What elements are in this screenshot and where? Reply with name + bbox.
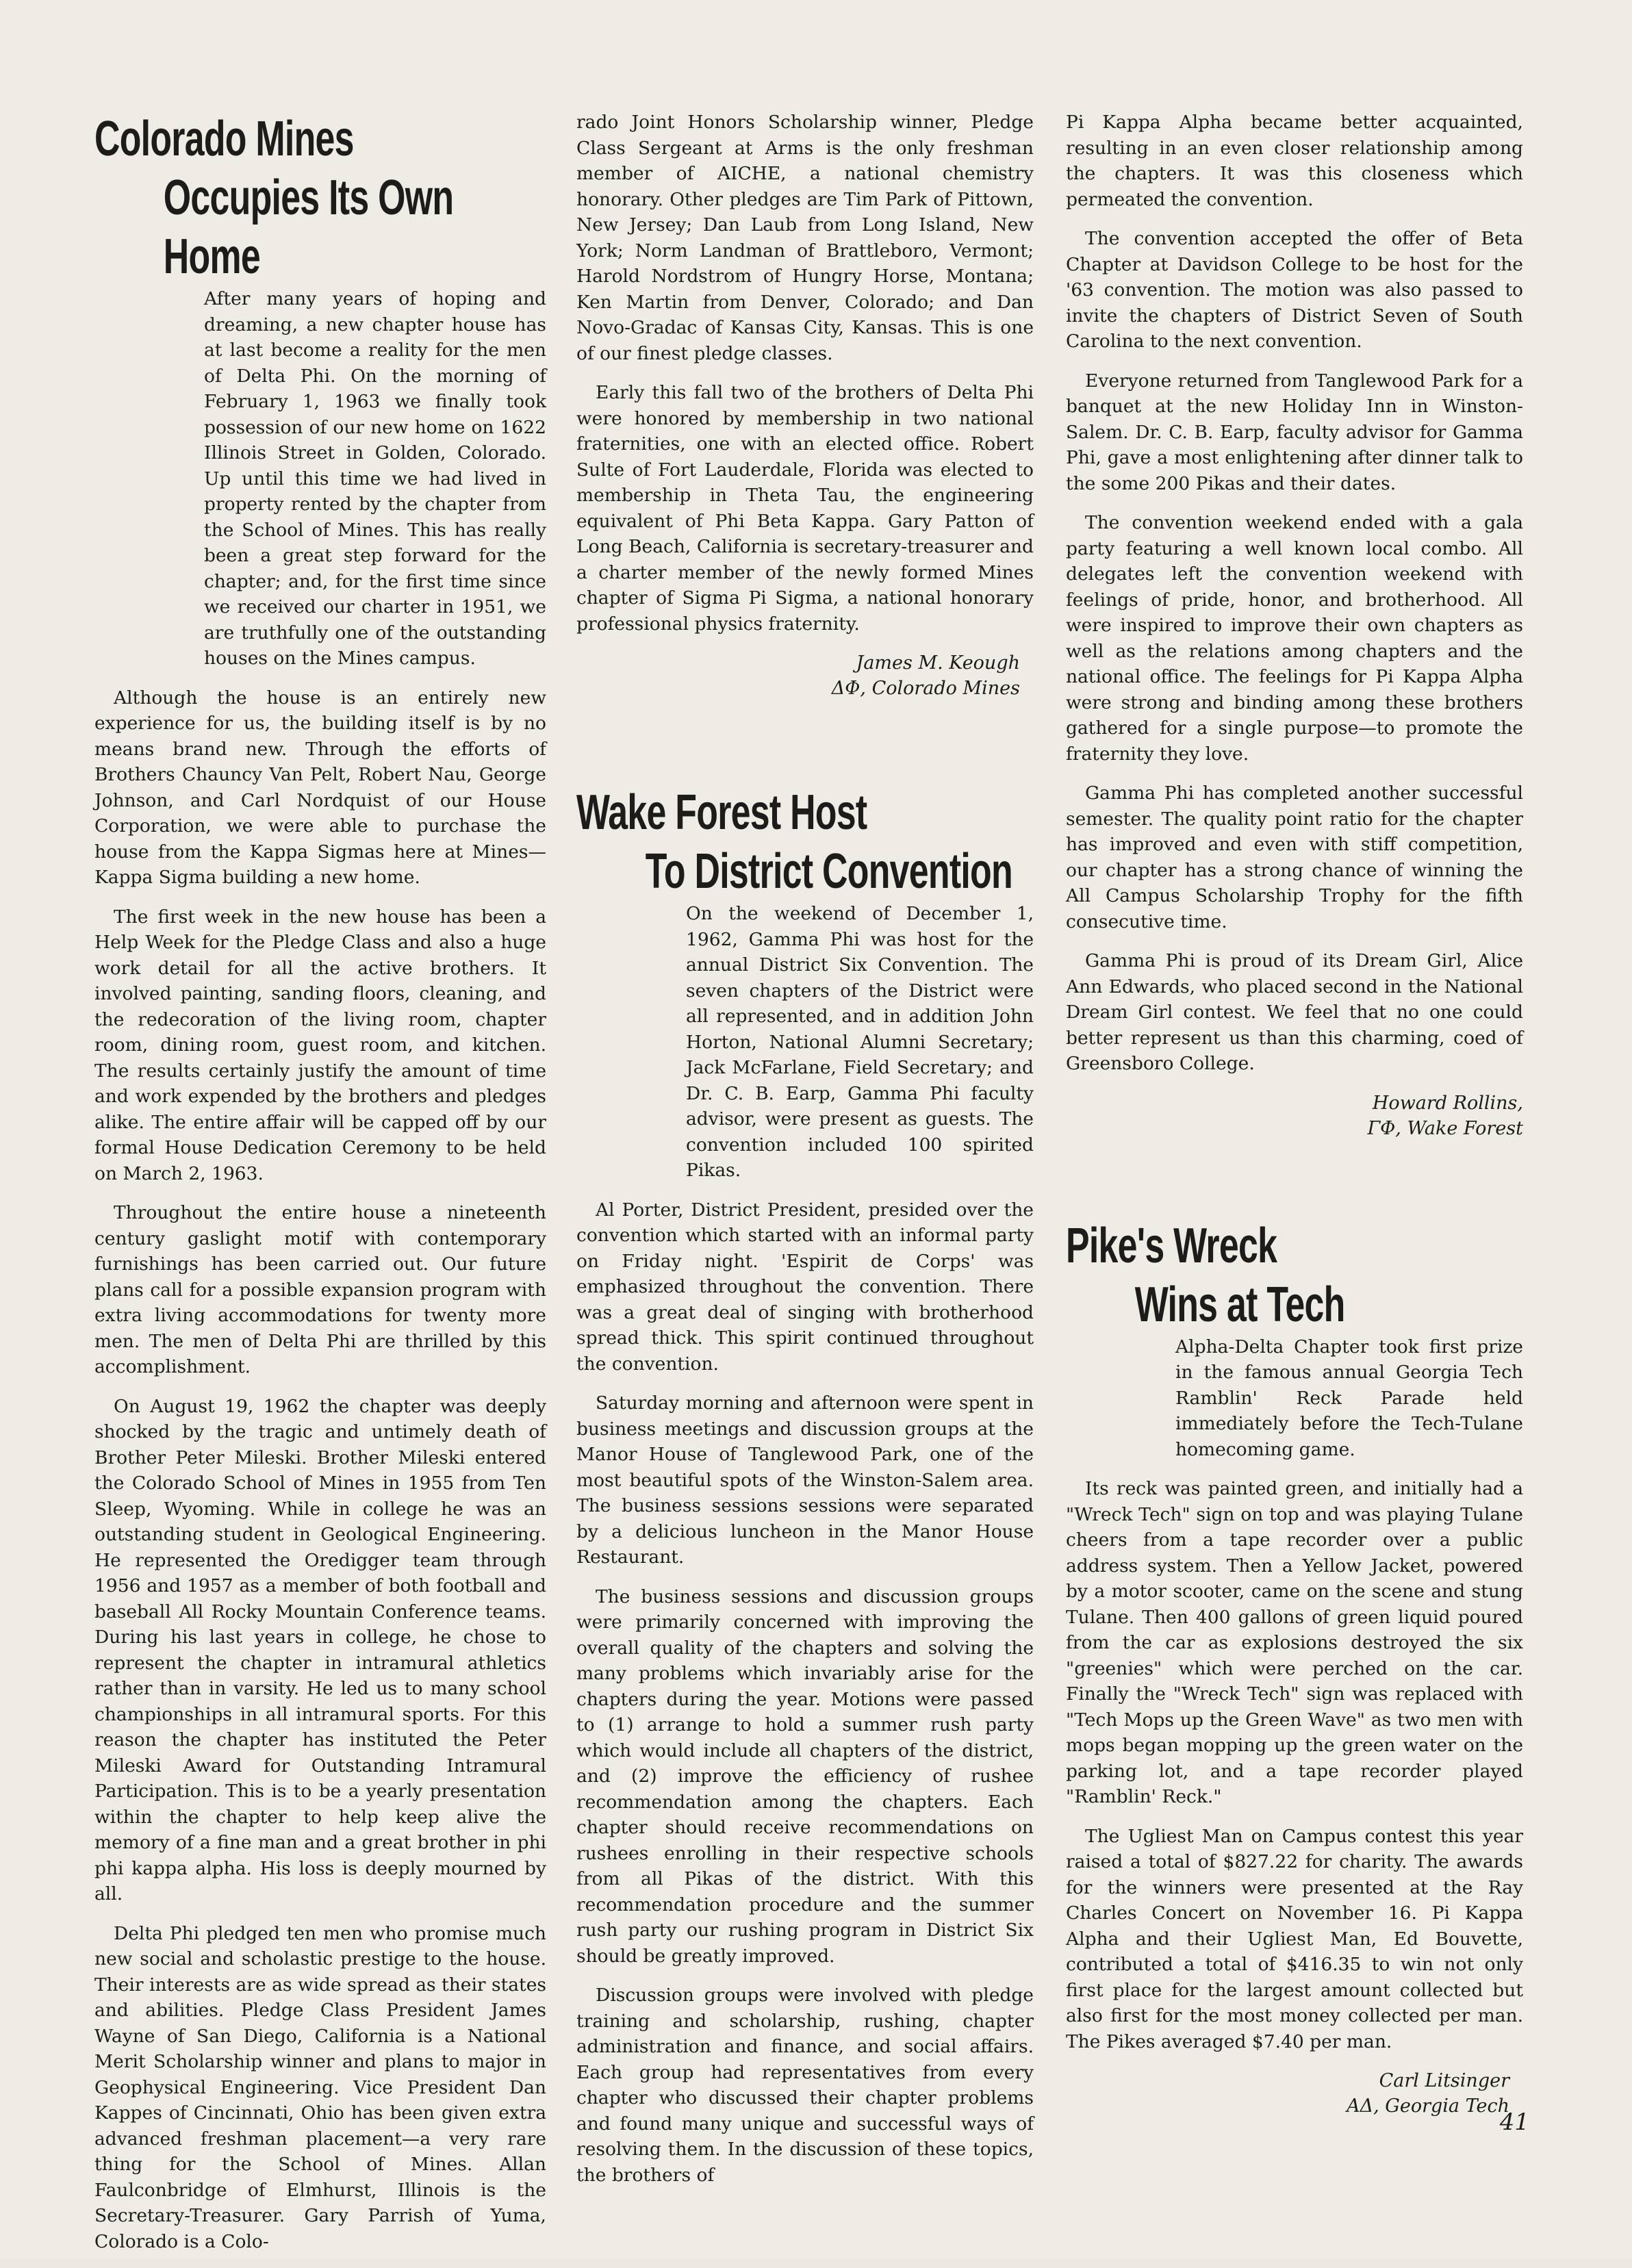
paragraph: Early this fall two of the brothers of Delta Phi were honored by membership in two national fraternities, one with an elected office. Robert Sulte of Fort Lauderdale, Florida was elected to membership in Theta Tau, the engineering equivalent of Phi Beta Kappa. Gary Patton of Long Beach, California is secretary-treasurer and a charter member of the newly formed Mines chapter of Sigma Pi Sigma, a national honorary professional physics fraternity.: [576, 382, 1034, 635]
paragraph: The Ugliest Man on Campus contest this year raised a total of $827.22 for charity. The awards for the winners were presented at the Ray Charles Concert on November 16. Pi Kappa Alpha and their Ugliest Man, Ed Bouvette, contributed a total of $416.35 to win not only first place for the largest amount collected but also first for the most money collected per man. The Pikes averaged $7.40 per man.: [1066, 1825, 1523, 2052]
signature-chapter: ΔΦ, Colorado Mines: [831, 678, 1020, 699]
paragraph: Gamma Phi is proud of its Dream Girl, Alice Ann Edwards, who placed second in the National Dream Girl contest. We feel that no one could better represent us than this charming, coed of Greensboro College.: [1066, 950, 1523, 1074]
paragraph: On the weekend of December 1, 1962, Gamma Phi was host for the annual District Six Convention. The seven chapters of the District were all represented, and in addition John Horton, National Alumni Secretary; Jack McFarlane, Field Secretary; and Dr. C. B. Earp, Gamma Phi faculty advisor, were present as guests. The convention included 100 spirited Pikas.: [686, 903, 1034, 1181]
page-number: 41: [1499, 2108, 1529, 2136]
paragraph: Saturday morning and afternoon were spent in business meetings and discussion groups at the Manor House of Tanglewood Park, one of the most beautiful spots of the Winston-Salem area. The business sessions sessions were separated by a delicious luncheon in the Manor House Restaurant.: [576, 1392, 1034, 1568]
headline-line-2: To District Convention: [645, 844, 1012, 899]
signature-name: James M. Keough: [856, 652, 1020, 674]
signature-name: Carl Litsinger: [1379, 2070, 1509, 2091]
headline-line-1: Wake Forest Host: [576, 785, 867, 840]
signature-name: Howard Rollins,: [1372, 1092, 1523, 1114]
paragraph: Its reck was painted green, and initially had a "Wreck Tech" sign on top and was playing Tulane cheers from a tape recorder over a public address system. Then a Yellow Jacket, powered by a motor scooter, came on the scene and stung Tulane. Then 400 gallons of green liquid poured from the car as explosions destroyed the six "greenies" which were perched on the car. Finally the "Wreck Tech" sign was replaced with "Tech Mops up the Green Wave" as two men with mops began mopping up the green water on the parking lot, and a tape recorder played "Ramblin' Reck.": [1066, 1478, 1523, 1807]
spacer: [576, 701, 1034, 783]
headline-colorado-mines: [94, 110, 547, 286]
column-2: [576, 110, 1034, 2202]
paragraph: Al Porter, District President, presided over the convention which started with an informal party on Friday night. 'Espirit de Corps' was emphasized throughout the convention. There was a great deal of singing with brotherhood spread thick. This spirit continued throughout the convention.: [576, 1199, 1034, 1375]
paragraph: Alpha-Delta Chapter took first prize in the famous annual Georgia Tech Ramblin' Reck Parade held immediately before the Tech-Tulane homecoming game.: [1175, 1336, 1523, 1460]
headline-line-1: Colorado Mines: [94, 112, 354, 166]
paragraph: Throughout the entire house a nineteenth century gaslight motif with contemporary furnishings has been carried out. Our future plans call for a possible expansion program with extra living accommodations for twenty more men. The men of Delta Phi are thrilled by this accomplishment.: [94, 1202, 546, 1377]
paragraph: The business sessions and discussion groups were primarily concerned with improving the overall quality of the chapters and solving the many problems which invariably arise for the chapters during the year. Motions were passed to (1) arrange to hold a summer rush party which would include all chapters of the district, and (2) improve the efficiency of rushee recommendation among the chapters. Each chapter should receive recommendations on rushees enrolling in their respective schools from all Pikas of the district. With this recommendation procedure and the summer rush party our rushing program in District Six should be greatly improved.: [576, 1585, 1034, 1967]
paragraph: After many years of hoping and dreaming, a new chapter house has at last become a reality for the men of Delta Phi. On the morning of February 1, 1963 we finally took possession of our new home on 1622 Illinois Street in Golden, Colorado. Up until this time we had lived in property rented by the chapter from the School of Mines. This has really been a great step forward for the chapter; and, for the first time since we received our charter in 1951, we are truthfully one of the outstanding houses on the Mines campus.: [204, 288, 546, 669]
headline-line-2: Wins at Tech: [1134, 1277, 1345, 1332]
signature-chapter: ΑΔ, Georgia Tech: [1347, 2095, 1509, 2117]
paragraph-continued: Pi Kappa Alpha became better acquainted, resulting in an even closer relationship among the chapters. It was this closeness which permeated the convention.: [1066, 112, 1523, 210]
headline-pikes-wreck: [1066, 1216, 1524, 1334]
paragraph: Gamma Phi has completed another successful semester. The quality point ratio for the chapter has improved and even with stiff competition, our chapter has a strong chance of winning the All Campus Scholarship Trophy for the fifth consecutive time.: [1066, 782, 1523, 932]
column-1: [94, 110, 546, 2268]
paragraph: Discussion groups were involved with pledge training and scholarship, rushing, chapter administration and finance, and social affairs. Each group had representatives from every chapter who discussed their chapter problems and found many unique and successful ways of resolving them. In the discussion of these topics, the brothers of: [576, 1985, 1034, 2186]
paragraph: The convention accepted the offer of Beta Chapter at Davidson College to be host for the '63 convention. The motion was also passed to invite the chapters of District Seven of South Carolina to the next convention.: [1066, 228, 1523, 352]
spacer: [1066, 1141, 1523, 1216]
paragraph: Everyone returned from Tanglewood Park for a banquet at the new Holiday Inn in Winston-Salem. Dr. C. B. Earp, faculty advisor for Gamma Phi, gave a most enlightening after dinner talk to the some 200 Pikas and their dates.: [1066, 370, 1523, 494]
paragraph: On August 19, 1962 the chapter was deeply shocked by the tragic and untimely death of Brother Peter Mileski. Brother Mileski entered the Colorado School of Mines in 1955 from Ten Sleep, Wyoming. While in college he was an outstanding student in Geological Engineering. He represented the Oredigger team through 1956 and 1957 as a member of both football and baseball All Rocky Mountain Conference teams. During his last years in college, he chose to represent the chapter in intramural athletics rather than in varsity. He led us to many school championships in all intramural sports. For this reason the chapter has instituted the Peter Mileski Award for Outstanding Intramural Participation. This is to be a yearly presentation within the chapter to help keep alive the memory of a fine man and a great brother in phi phi kappa alpha. His loss is deeply mourned by all.: [94, 1395, 546, 1904]
headline-line-2: Occupies Its Own Home: [163, 170, 454, 284]
paragraph-continued: rado Joint Honors Scholarship winner, Pledge Class Sergeant at Arms is the only freshman member of AICHE, a national chemistry honorary. Other pledges are Tim Park of Pittown, New Jersey; Dan Laub from Long Island, New York; Norm Landman of Brattleboro, Vermont; Harold Nordstrom of Hungry Horse, Montana; Ken Martin from Denver, Colorado; and Dan Novo-Gradac of Kansas City, Kansas. This is one of our finest pledge classes.: [576, 112, 1034, 364]
headline-wake-forest: [576, 783, 1034, 901]
paragraph: The first week in the new house has been a Help Week for the Pledge Class and also a huge work detail for all the active brothers. It involved painting, sanding floors, cleaning, and the redecoration of the living room, chapter room, dining room, guest room, and kitchen. The results certainly justify the amount of time and work expended by the brothers and pledges alike. The entire affair will be capped off by our formal House Dedication Ceremony to be held on March 2, 1963.: [94, 906, 546, 1184]
paragraph: Delta Phi pledged ten men who promise much new social and scholastic prestige to the house. Their interests are as wide spread as their states and abilities. Pledge Class President James Wayne of San Diego, California is a National Merit Scholarship winner and plans to major in Geophysical Engineering. Vice President Dan Kappes of Cincinnati, Ohio has been given extra advanced freshman placement—a very rare thing for the School of Mines. Allan Faulconbridge of Elmhurst, Illinois is the Secretary-Treasurer. Gary Parrish of Yuma, Colorado is a Colo-: [94, 1922, 546, 2252]
headline-line-1: Pike's Wreck: [1066, 1218, 1277, 1273]
paragraph: The convention weekend ended with a gala party featuring a well known local combo. All delegates left the convention weekend with feelings of pride, honor, and brotherhood. All were inspired to improve their own chapters as well as the relations among chapters and the national office. The feelings for Pi Kappa Alpha were strong and binding among these brothers gathered for a single purpose—to promote the fraternity they love.: [1066, 512, 1523, 765]
column-3: [1066, 110, 1523, 2119]
paragraph: Although the house is an entirely new experience for us, the building itself is by no means brand new. Through the efforts of Brothers Chauncy Van Pelt, Robert Nau, George Johnson, and Carl Nordquist of our House Corporation, we were able to purchase the house from the Kappa Sigmas here at Mines—Kappa Sigma building a new home.: [94, 687, 546, 888]
signature-chapter: ΓΦ, Wake Forest: [1367, 1117, 1523, 1139]
